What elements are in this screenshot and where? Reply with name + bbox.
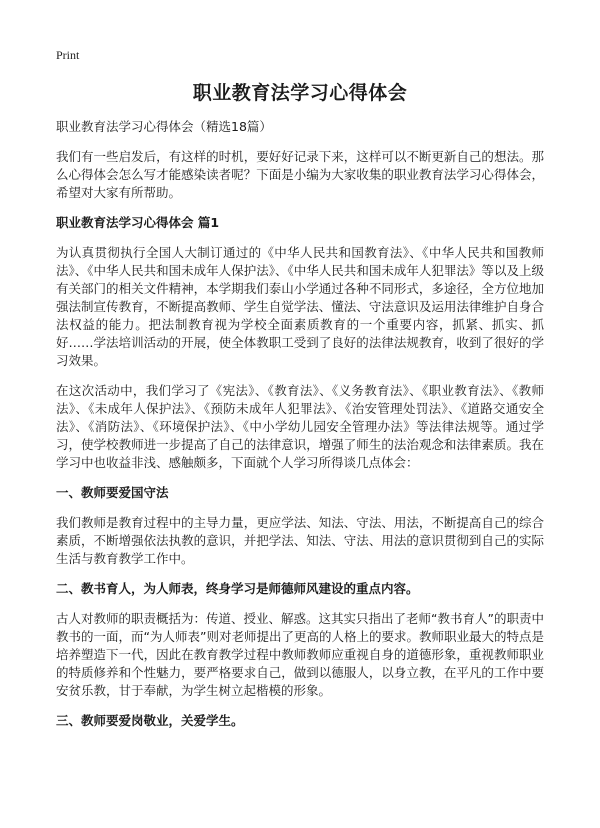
body-paragraph-2: 在这次活动中，我们学习了《宪法》、《教育法》、《义务教育法》、《职业教育法》、《教师法》、《未成年人保护法》、《预防未成年人犯罪法》、《治安管理处罚法》、《道路交通安全法》、《消防法》、《环境保护法》、《中小学幼儿园安全管理办法》等法律法规等。通过学习，使学校教师进一步提高了自己的法律意识，增强了师生的法治观念和法律素质。我在学习中也收益非浅、感触颇多，下面就个人学习所得谈几点体会： bbox=[56, 383, 544, 470]
body-paragraph-1: 为认真贯彻执行全国人大制订通过的《中华人民共和国教育法》、《中华人民共和国教师法》、《中华人民共和国未成年人保护法》、《中华人民共和国未成年人犯罪法》等以及上级有关部门的相关文件精神，本学期我们泰山小学通过各种不同形式，多途径，全方位地加强法制宣传教育，不断提高教师、学生自觉学法、懂法、守法意识及运用法律维护自身合法权益的能力。把法制教育视为学校全面素质教育的一个重要内容，抓紧、抓实、抓好……学法培训活动的开展，使全体教职工受到了良好的法律法规教育，收到了很好的学习效果。 bbox=[56, 245, 544, 368]
section-heading-3: 三、教师要爱岗敬业，关爱学生。 bbox=[56, 713, 244, 728]
section-paragraph-2: 古人对教师的职责概括为：传道、授业、解惑。这其实只指出了老师“教书育人”的职责中教书的一面，而“为人师表”则对老师提出了更高的人格上的要求。教师职业最大的特点是培养塑造下一代，因此在教育教学过程中教师教师应重视自身的道德形象，重视教师职业的特质修养和个性魅力，要严格要求自己，做到以德服人，以身立教，在平凡的工作中要安贫乐教，甘于奉献，为学生树立起楷模的形象。 bbox=[56, 611, 544, 698]
section-heading-1: 一、教师要爱国守法 bbox=[56, 485, 169, 500]
document-subtitle: 职业教育法学习心得体会（精选18篇） bbox=[56, 119, 272, 134]
article-heading: 职业教育法学习心得体会 篇1 bbox=[56, 215, 220, 230]
page-title: 职业教育法学习心得体会 bbox=[192, 82, 408, 104]
intro-paragraph: 我们有一些启发后，有这样的时机，要好好记录下来，这样可以不断更新自己的想法。那么心得体会怎么写才能感染读者呢？下面是小编为大家收集的职业教育法学习心得体会，希望对大家有所帮助。 bbox=[56, 149, 544, 200]
document-body bbox=[56, 118, 544, 742]
print-link[interactable]: Print bbox=[56, 48, 80, 62]
section-heading-2: 二、教书育人，为人师表，终身学习是师德师风建设的重点内容。 bbox=[56, 581, 419, 596]
section-paragraph-1: 我们教师是教育过程中的主导力量，更应学法、知法、守法、用法，不断提高自己的综合素质，不断增强依法执教的意识，并把学法、知法、守法、用法的意识贯彻到自己的实际生活与教育教学工作中。 bbox=[56, 515, 544, 566]
